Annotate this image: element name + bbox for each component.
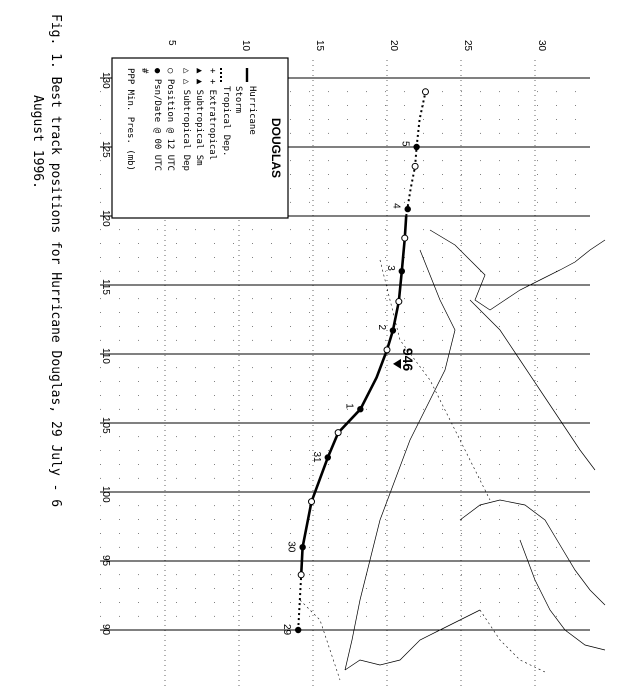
gulf-outline (460, 500, 605, 605)
legend-item-label: Hurricane (247, 86, 257, 135)
latitude-label: 25 (462, 40, 473, 52)
position-00utc-marker (413, 144, 419, 150)
coast-outline-upper (430, 230, 605, 310)
south-coast (345, 610, 480, 670)
position-00utc-marker (299, 544, 305, 550)
position-00utc-marker (405, 206, 411, 212)
position-12utc-marker (384, 347, 390, 353)
boundary-b (300, 600, 340, 680)
latitude-label: 10 (240, 40, 251, 52)
coast-outline-mid (345, 250, 455, 670)
longitude-label: 90 (100, 624, 111, 636)
date-label: 5 (399, 141, 411, 147)
caption-line-1: Fig. 1. Best track positions for Hurricane Douglas, 29 July - 6 (48, 14, 63, 508)
legend-item-label: ▲ ▲ Subtropical Sm (194, 68, 204, 166)
date-label: 2 (375, 324, 387, 331)
position-12utc-marker (422, 89, 428, 95)
legend-item-label: ● Psn/Date @ 00 UTC (152, 68, 162, 171)
position-12utc-marker (298, 572, 304, 578)
latitude-label: 20 (388, 40, 399, 52)
legend-item-label: + + Extratropical (207, 68, 217, 161)
longitude-label: 95 (100, 555, 111, 567)
date-label: 30 (285, 541, 297, 553)
legend-item-label: # (139, 68, 149, 74)
position-12utc-marker (412, 163, 418, 169)
legend-item-label: PPP Min. Pres. (mb) (125, 68, 135, 171)
longitude-label: 115 (100, 279, 111, 295)
legend (112, 58, 288, 218)
track-depression-segment (406, 92, 425, 216)
coastline (345, 230, 605, 670)
figure-caption (30, 14, 63, 507)
boundary-a (380, 260, 490, 500)
legend-item-label: Tropical Dep. (221, 86, 231, 157)
position-00utc-marker (325, 454, 331, 460)
legend-item-label: ○ Position @ 12 UTC (165, 68, 175, 171)
longitude-label: 105 (100, 417, 111, 434)
latitude-label: 15 (314, 40, 325, 52)
track-depression-segment (298, 575, 301, 630)
position-00utc-marker (390, 327, 396, 333)
date-label: 3 (384, 265, 396, 271)
east-coast (520, 540, 605, 650)
longitude-label: 125 (100, 141, 111, 158)
boundaries (300, 260, 545, 680)
longitude-label: 110 (100, 348, 111, 364)
latitude-label: 5 (166, 40, 177, 46)
latitude-label: 30 (536, 40, 547, 52)
longitude-label: 100 (100, 486, 111, 503)
date-label: 29 (281, 624, 293, 636)
date-label: 1 (343, 403, 355, 409)
longitude-label: 130 (100, 72, 111, 89)
legend-item-label: Storm (233, 86, 243, 114)
position-00utc-marker (295, 627, 301, 633)
date-label: 31 (310, 451, 322, 463)
position-12utc-marker (402, 235, 408, 241)
position-00utc-marker (357, 406, 363, 412)
min-pressure-label: 946 (400, 347, 416, 372)
position-12utc-marker (309, 499, 315, 505)
legend-title: DOUGLAS (269, 118, 283, 178)
min-pressure-triangle (393, 359, 401, 369)
position-12utc-marker (396, 299, 402, 305)
caption-line-2: August 1996. (30, 95, 45, 189)
position-00utc-marker (399, 268, 405, 274)
legend-item-label: △ △ Subtropical Dep (181, 68, 191, 171)
longitude-label: 120 (100, 210, 111, 227)
date-label: 4 (390, 203, 402, 209)
coast-outline-inner (470, 300, 595, 470)
position-12utc-marker (335, 430, 341, 436)
